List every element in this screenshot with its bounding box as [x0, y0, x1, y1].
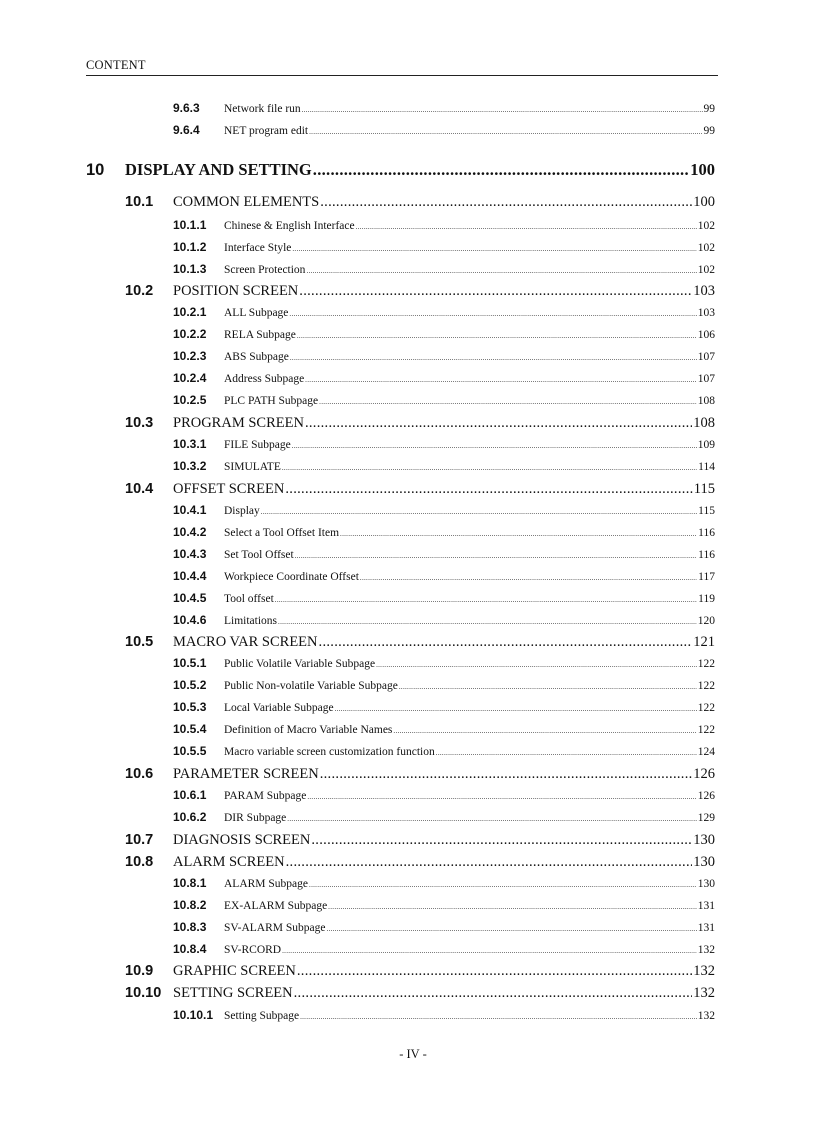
toc-entry[interactable]	[173, 876, 715, 894]
toc-entry-number: 10.5.3	[173, 700, 207, 714]
dot-leader	[285, 481, 692, 498]
toc-entry-page: 114	[698, 461, 715, 473]
toc-entry[interactable]	[173, 123, 715, 141]
toc-entry-number: 10.3	[125, 415, 154, 431]
dot-leader	[286, 854, 693, 871]
toc-entry-title: Public Non-volatile Variable Subpage	[224, 680, 398, 692]
toc-entry-number: 10.5	[125, 634, 154, 650]
toc-entry-page: 102	[697, 264, 715, 276]
dot-leader	[300, 1013, 697, 1021]
toc-entry[interactable]	[173, 788, 715, 806]
toc-entry-number: 10	[86, 161, 105, 179]
toc-entry-page: 115	[698, 505, 715, 517]
toc-entry-page: 131	[697, 900, 715, 912]
toc-entry-page: 116	[698, 527, 715, 539]
toc-entry-page: 120	[697, 615, 715, 627]
toc-entry-number: 10.4.6	[173, 613, 207, 627]
toc-entry-title: DIR Subpage	[224, 812, 287, 824]
toc-entry-title: SIMULATE	[224, 461, 281, 473]
toc-entry-title: Macro variable screen customization function	[224, 746, 435, 758]
toc-entry-title: POSITION SCREEN	[173, 283, 299, 299]
dot-leader	[399, 683, 697, 691]
dot-leader	[282, 947, 697, 955]
toc-entry-number: 10.4	[125, 481, 154, 497]
dot-leader	[328, 903, 697, 911]
dot-leader	[302, 106, 703, 114]
toc-entry-number: 10.8	[125, 854, 154, 870]
toc-entry-number: 10.2.3	[173, 349, 207, 363]
dot-leader	[292, 245, 696, 253]
toc-entry[interactable]	[173, 744, 715, 762]
toc-entry-number: 10.6	[125, 766, 154, 782]
toc-entry[interactable]	[173, 613, 715, 631]
toc-entry-title: DIAGNOSIS SCREEN	[173, 832, 311, 848]
toc-entry-number: 10.8.3	[173, 920, 207, 934]
toc-entry[interactable]	[173, 722, 715, 740]
toc-entry[interactable]	[125, 634, 715, 654]
toc-entry-page: 132	[697, 1010, 715, 1022]
toc-entry-number: 9.6.4	[173, 123, 200, 137]
toc-entry-title: ABS Subpage	[224, 351, 289, 363]
toc-entry-page: 115	[693, 481, 715, 497]
toc-entry[interactable]	[125, 415, 715, 435]
toc-entry-number: 10.5.1	[173, 656, 207, 670]
toc-entry-title: MACRO VAR SCREEN	[173, 634, 318, 650]
dot-leader	[340, 530, 697, 538]
toc-entry-page: 116	[698, 549, 715, 561]
toc-entry-page: 109	[697, 439, 715, 451]
toc-entry-title: Screen Protection	[224, 264, 306, 276]
toc-entry-page: 129	[697, 812, 715, 824]
toc-entry-number: 10.4.4	[173, 569, 207, 583]
toc-entry-page: 99	[703, 103, 715, 115]
toc-entry-number: 10.4.3	[173, 547, 207, 561]
toc-entry[interactable]	[125, 963, 715, 983]
toc-entry-title: Display	[224, 505, 260, 517]
toc-entry[interactable]	[173, 810, 715, 828]
toc-entry-page: 122	[697, 702, 715, 714]
toc-entry[interactable]	[125, 194, 715, 214]
toc-entry-number: 10.8.2	[173, 898, 207, 912]
dot-leader	[278, 618, 697, 626]
page-number-footer: - IV -	[399, 1047, 427, 1061]
toc-entry[interactable]	[173, 305, 715, 323]
toc-entry-page: 126	[697, 790, 715, 802]
toc-entry-title: PROGRAM SCREEN	[173, 415, 304, 431]
dot-leader	[282, 464, 697, 472]
toc-entry[interactable]	[125, 832, 715, 852]
toc-entry-number: 10.2	[125, 283, 154, 299]
toc-entry[interactable]	[125, 854, 715, 874]
dot-leader	[292, 442, 697, 450]
toc-entry[interactable]	[173, 262, 715, 280]
dot-leader	[307, 793, 696, 801]
toc-entry-title: PLC PATH Subpage	[224, 395, 319, 407]
toc-entry-page: 107	[697, 373, 715, 385]
dot-leader	[319, 634, 693, 651]
toc-entry-page: 103	[693, 283, 715, 299]
toc-entry[interactable]	[86, 160, 715, 182]
toc-entry-number: 10.6.2	[173, 810, 207, 824]
toc-entry-title: Public Volatile Variable Subpage	[224, 658, 376, 670]
toc-entry-page: 117	[698, 571, 715, 583]
toc-entry-page: 108	[693, 415, 715, 431]
toc-entry-number: 10.2.4	[173, 371, 207, 385]
toc-entry[interactable]	[173, 700, 715, 718]
toc-entry-number: 10.1.2	[173, 240, 207, 254]
toc-entry[interactable]	[173, 656, 715, 674]
dot-leader	[309, 881, 697, 889]
toc-entry-page: 122	[697, 658, 715, 670]
toc-entry-number: 10.1.3	[173, 262, 207, 276]
toc-entry[interactable]	[173, 101, 715, 119]
toc-entry[interactable]	[173, 525, 715, 543]
toc-entry-title: RELA Subpage	[224, 329, 296, 341]
dot-leader	[376, 661, 697, 669]
toc-entry[interactable]	[173, 920, 715, 938]
toc-entry-number: 10.10.1	[173, 1008, 214, 1022]
dot-leader	[261, 508, 697, 516]
dot-leader	[289, 310, 696, 318]
dot-leader	[305, 376, 697, 384]
toc-entry-title: ALARM SCREEN	[173, 854, 285, 870]
toc-entry[interactable]	[173, 327, 715, 345]
toc-entry-title: SV-RCORD	[224, 944, 282, 956]
dot-leader	[320, 766, 693, 783]
toc-entry-title: EX-ALARM Subpage	[224, 900, 328, 912]
dot-leader	[275, 596, 697, 604]
dot-leader	[290, 354, 697, 362]
running-header: CONTENT	[86, 58, 146, 72]
toc-entry-number: 10.4.5	[173, 591, 207, 605]
toc-entry-title: ALL Subpage	[224, 307, 289, 319]
toc-entry-title: ALARM Subpage	[224, 878, 309, 890]
toc-entry-title: DISPLAY AND SETTING	[125, 160, 312, 179]
toc-entry-page: 131	[697, 922, 715, 934]
dot-leader	[309, 128, 702, 136]
toc-entry-number: 10.9	[125, 963, 154, 979]
dot-leader	[294, 985, 693, 1002]
toc-entry-page: 122	[697, 680, 715, 692]
toc-entry[interactable]	[173, 393, 715, 411]
toc-entry-page: 102	[697, 242, 715, 254]
dot-leader	[305, 415, 692, 432]
toc-entry[interactable]	[173, 898, 715, 916]
toc-entry-title: COMMON ELEMENTS	[173, 194, 320, 210]
toc-entry-number: 9.6.3	[173, 101, 200, 115]
dot-leader	[297, 963, 692, 980]
toc-entry-number: 10.4.2	[173, 525, 207, 539]
toc-entry[interactable]	[173, 218, 715, 236]
dot-leader	[326, 925, 696, 933]
toc-entry-number: 10.8.1	[173, 876, 207, 890]
toc-entry-number: 10.2.2	[173, 327, 207, 341]
toc-entry[interactable]	[173, 459, 715, 477]
toc-entry[interactable]	[125, 481, 715, 501]
toc-entry-page: 132	[697, 944, 715, 956]
dot-leader	[393, 727, 696, 735]
toc-entry[interactable]	[125, 766, 715, 786]
toc-entry-page: 107	[697, 351, 715, 363]
toc-entry-page: 124	[697, 746, 715, 758]
toc-entry-title: Setting Subpage	[224, 1010, 300, 1022]
toc-entry-title: Address Subpage	[224, 373, 305, 385]
toc-entry[interactable]	[125, 985, 715, 1005]
toc-entry-page: 100	[690, 160, 715, 179]
toc-entry-title: NET program edit	[224, 125, 309, 137]
toc-entry-title: GRAPHIC SCREEN	[173, 963, 296, 979]
toc-entry-number: 10.7	[125, 832, 154, 848]
toc-entry-number: 10.6.1	[173, 788, 207, 802]
toc-entry-page: 103	[697, 307, 715, 319]
toc-entry-title: Chinese & English Interface	[224, 220, 355, 232]
toc-entry-title: PARAM Subpage	[224, 790, 307, 802]
dot-leader	[335, 705, 697, 713]
toc-entry-number: 10.1.1	[173, 218, 207, 232]
toc-entry[interactable]	[173, 371, 715, 389]
dot-leader	[311, 832, 692, 849]
toc-entry-title: Limitations	[224, 615, 278, 627]
toc-entry[interactable]	[173, 547, 715, 565]
toc-entry-page: 132	[693, 985, 715, 1001]
toc-entry[interactable]	[125, 283, 715, 303]
toc-entry-page: 130	[697, 878, 715, 890]
toc-entry-page: 102	[697, 220, 715, 232]
toc-entry-page: 106	[697, 329, 715, 341]
dot-leader	[295, 552, 697, 560]
toc-entry-number: 10.2.1	[173, 305, 207, 319]
toc-entry-number: 10.5.5	[173, 744, 207, 758]
toc-entry[interactable]	[173, 591, 715, 609]
toc-entry[interactable]	[173, 503, 715, 521]
dot-leader	[299, 283, 692, 300]
toc-entry-page: 130	[693, 854, 715, 870]
dot-leader	[306, 267, 696, 275]
dot-leader	[436, 749, 697, 757]
toc-entry-page: 100	[693, 194, 715, 210]
toc-entry[interactable]	[173, 942, 715, 960]
dot-leader	[356, 223, 697, 231]
toc-entry-title: Definition of Macro Variable Names	[224, 724, 393, 736]
toc-entry-number: 10.10	[125, 985, 162, 1001]
toc-entry[interactable]	[173, 569, 715, 587]
toc-entry-title: Select a Tool Offset Item	[224, 527, 340, 539]
toc-entry-number: 10.5.2	[173, 678, 207, 692]
toc-entry-page: 130	[693, 832, 715, 848]
toc-entry-number: 10.8.4	[173, 942, 207, 956]
toc-entry-number: 10.2.5	[173, 393, 207, 407]
toc-entry-title: FILE Subpage	[224, 439, 291, 451]
dot-leader	[319, 398, 697, 406]
toc-entry-title: PARAMETER SCREEN	[173, 766, 319, 782]
toc-entry[interactable]	[173, 678, 715, 696]
toc-entry-title: Network file run	[224, 103, 301, 115]
toc-entry-title: Local Variable Subpage	[224, 702, 334, 714]
dot-leader	[297, 332, 697, 340]
toc-entry[interactable]	[173, 1008, 715, 1026]
toc-entry-page: 108	[697, 395, 715, 407]
toc-entry-page: 119	[698, 593, 715, 605]
toc-entry-number: 10.3.1	[173, 437, 207, 451]
toc-entry[interactable]	[173, 437, 715, 455]
toc-entry-title: Set Tool Offset	[224, 549, 294, 561]
dot-leader	[287, 815, 696, 823]
toc-entry-number: 10.4.1	[173, 503, 207, 517]
toc-entry-page: 121	[693, 634, 715, 650]
toc-entry-title: OFFSET SCREEN	[173, 481, 285, 497]
toc-entry-title: Interface Style	[224, 242, 292, 254]
toc-entry[interactable]	[173, 349, 715, 367]
toc-entry-title: SETTING SCREEN	[173, 985, 293, 1001]
toc-entry[interactable]	[173, 240, 715, 258]
toc-entry-page: 126	[693, 766, 715, 782]
toc-entry-page: 99	[703, 125, 715, 137]
toc-entry-title: SV-ALARM Subpage	[224, 922, 326, 934]
toc-entry-number: 10.3.2	[173, 459, 207, 473]
toc-entry-title: Workpiece Coordinate Offset	[224, 571, 359, 583]
dot-leader	[313, 160, 689, 180]
toc-entry-number: 10.5.4	[173, 722, 207, 736]
toc-entry-title: Tool offset	[224, 593, 274, 605]
toc-entry-number: 10.1	[125, 194, 154, 210]
toc-entry-page: 132	[693, 963, 715, 979]
toc-entry-page: 122	[697, 724, 715, 736]
dot-leader	[320, 194, 692, 211]
dot-leader	[360, 574, 697, 582]
